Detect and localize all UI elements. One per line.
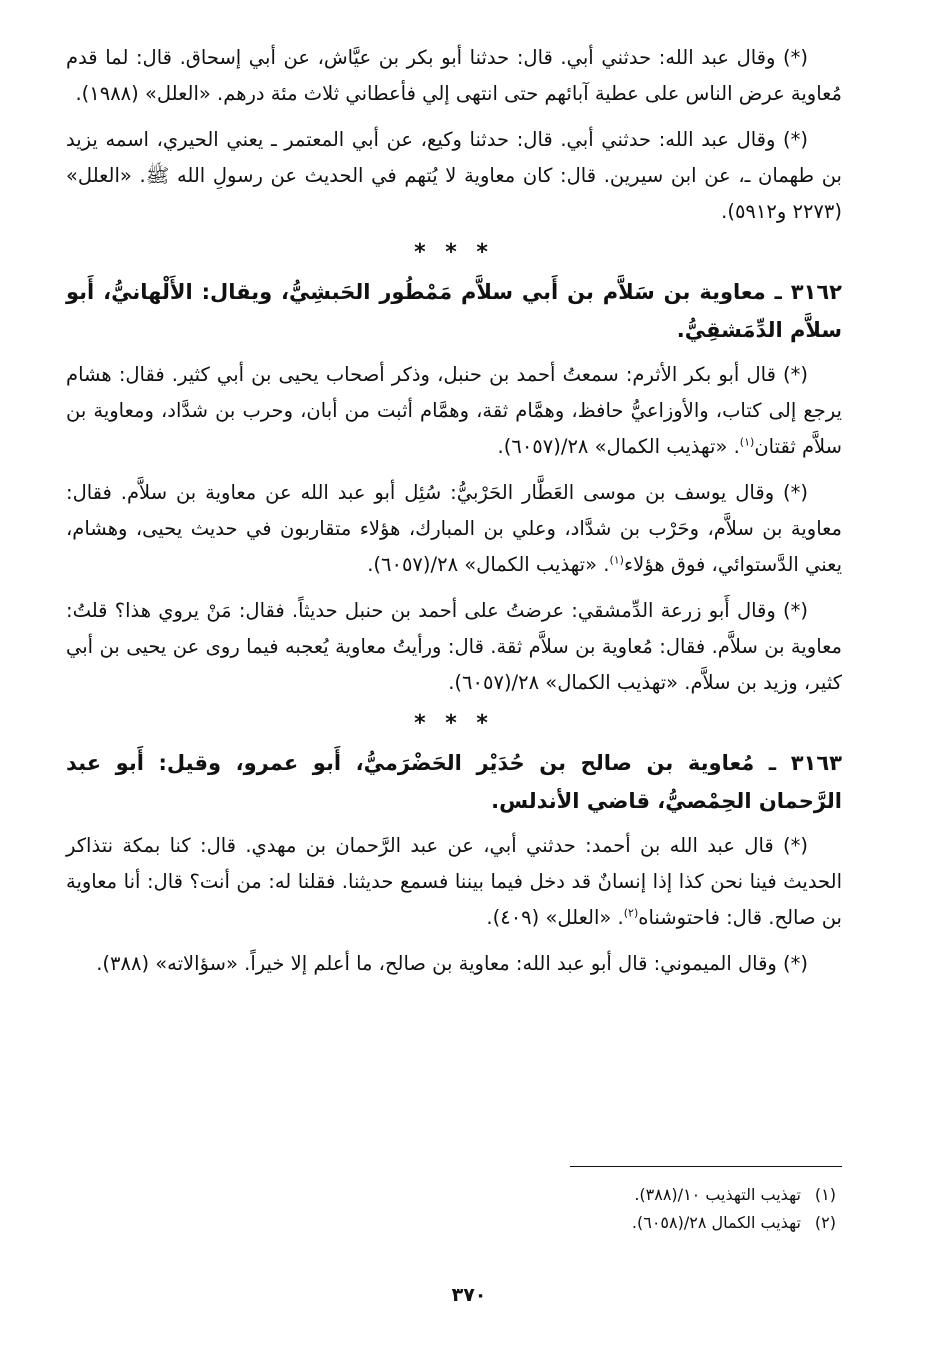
footnotes [66, 1166, 842, 1237]
footnote-divider [570, 1166, 842, 1167]
paragraph-text: (*) قال عبد الله بن أحمد: حدثني أبي، عن عبد الرَّحمان بن مهدي. قال: كنا بمكة نتذاكر الحديث فينا نحن كذا إذا إنسانٌ قد دخل فيما بيننا فسمع حديثنا. فقلنا له: من أنت؟ قال: أنا معاوية بن صالح. قال: فاحتوشناه [66, 834, 842, 929]
footnote-number: (٢) [814, 1213, 836, 1232]
page-body [66, 40, 842, 992]
entry-3163-paragraph-1 [66, 828, 842, 936]
entry-3162-paragraph-3: (*) وقال أَبو زرعة الدِّمشقي: عرضتُ على أحمد بن حنبل حديثاً. فقال: مَنْ يروي هذا؟ قلتُ: معاوية بن سلاَّم. فقال: مُعاوية بن سلاَّم ثقة. قال: ورأيتُ معاوية يُعجبه فيما روى عن يحيى بن أبي كثير، وزيد بن سلاَّم. «تهذيب الكمال» ٢٨/(٦٠٥٧). [66, 599, 842, 694]
paragraph-text: (*) وقال يوسف بن موسى العَطَّار الحَرْبيُّ: سُئِل أبو عبد الله عن معاوية بن سلاَّم. فقال: معاوية بن سلاَّم، وحَرْب بن شدَّاد، وعلي بن المبارك، هؤلاء متقاربون في حديث يحيى، وهشام، يعني الدَّستوائي، فوق هؤلاء [66, 481, 842, 576]
footnote-text: تهذيب الكمال ٢٨/(٦٠٥٨). [631, 1213, 801, 1232]
paragraph-citation: . «تهذيب الكمال» ٢٨/(٦٠٥٧). [497, 435, 740, 458]
section-separator: * * * [414, 711, 494, 736]
footnote-marker: (٢) [623, 906, 639, 920]
entry-3162-paragraph-2 [66, 475, 842, 583]
footnote-text: تهذيب التهذيب ١٠/(٣٨٨). [634, 1185, 801, 1204]
footnote-number: (١) [814, 1185, 836, 1204]
footnote-marker: (١) [739, 435, 755, 449]
entry-title-3162: ٣١٦٢ ـ معاوية بن سَلاَّم بن أَبي سلاَّم مَمْطُور الحَبشِيُّ، ويقال: الأَلْهانيُّ، أَبو سلاَّم الدِّمَشقِيُّ. [66, 280, 842, 342]
footnote-marker: (١) [609, 553, 624, 567]
paragraph-1: (*) وقال عبد الله: حدثني أبي. قال: حدثنا أبو بكر بن عيَّاش، عن أبي إسحاق. قال: لما قدم مُعاوية عرض الناس على عطية آبائهم حتى انتهى إلي فأعطاني ثلاث مئة درهم. «العلل» (١٩٨٨). [66, 46, 842, 105]
paragraph-text: (*) قال أبو بكر الأثرم: سمعتُ أحمد بن حنبل، وذكر أصحاب يحيى بن أبي كثير. فقال: هشام يرجع إلى كتاب، والأوزاعيُّ حافظ، وهمَّام ثقة، وهمَّام أثبت من أبان، وحرب بن شدَّاد، ومعاوية بن سلاَّم ثقتان [66, 363, 842, 458]
paragraph-citation: . «تهذيب الكمال» ٢٨/(٦٠٥٧). [367, 553, 610, 576]
entry-3162-paragraph-1 [66, 357, 842, 465]
paragraph-citation: . «العلل» (٤٠٩). [486, 906, 624, 929]
section-separator: * * * [414, 240, 494, 265]
footnote-2 [66, 1209, 836, 1237]
page-number: ٣٧٠ [451, 1284, 487, 1306]
entry-3163-paragraph-2: (*) وقال الميموني: قال أبو عبد الله: معاوية بن صالح، ما أعلم إلا خيراً. «سؤالاته» (٣٨٨). [96, 952, 808, 975]
paragraph-2: (*) وقال عبد الله: حدثني أبي. قال: حدثنا وكيع، عن أبي المعتمر ـ يعني الحيري، اسمه يزيد بن طهمان ـ، عن ابن سيرين. قال: كان معاوية لا يُتهم في الحديث عن رسولِ الله ﷺ. «العلل» (٢٢٧٣ و٥٩١٢). [66, 128, 842, 223]
footnote-1 [66, 1181, 836, 1209]
entry-title-3163: ٣١٦٣ ـ مُعاوية بن صالح بن حُدَيْر الحَضْرَميُّ، أَبو عمرو، وقيل: أَبو عبد الرَّحمان الحِمْصيُّ، قاضي الأندلس. [66, 751, 842, 813]
